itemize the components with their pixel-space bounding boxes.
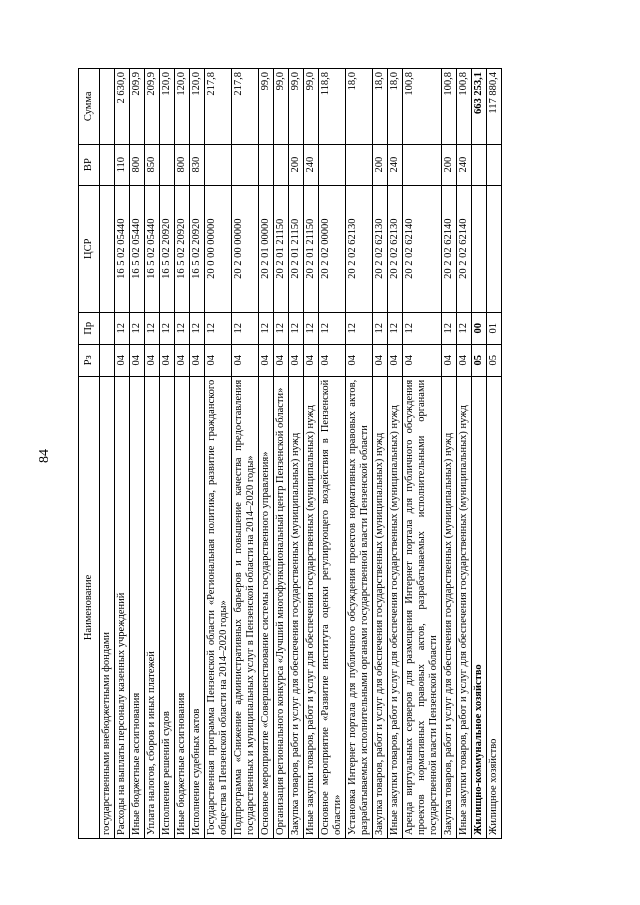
- cell-rz: 04: [130, 344, 145, 376]
- cell-rz: 04: [190, 344, 205, 376]
- table-row: [175, 69, 190, 839]
- header-pr: Пр: [79, 312, 100, 344]
- cell-sum: 118,8: [319, 69, 346, 145]
- cell-vr: 800: [130, 144, 145, 185]
- cell-csr: 20 2 01 21150: [304, 185, 319, 312]
- cell-name: Закупка товаров, работ и услуг для обеспечения государственных (муниципальных) нужд: [373, 376, 388, 838]
- cell-pr: 12: [160, 312, 175, 344]
- cell-vr: 200: [289, 144, 304, 185]
- cell-pr: 12: [388, 312, 403, 344]
- cell-csr: 20 2 02 62140: [403, 185, 442, 312]
- cell-csr: 20 2 01 21150: [289, 185, 304, 312]
- cell-rz: 05: [487, 344, 502, 376]
- table-row: [403, 69, 442, 839]
- cell-vr: [205, 144, 232, 185]
- cell-name: Жилищно-коммунальное хозяйство: [472, 376, 487, 838]
- cell-vr: 850: [145, 144, 160, 185]
- cell-csr: [487, 185, 502, 312]
- cell-rz: 04: [259, 344, 274, 376]
- cell-rz: 04: [205, 344, 232, 376]
- cell-rz: 04: [175, 344, 190, 376]
- cell-csr: [472, 185, 487, 312]
- cell-sum: 99,0: [304, 69, 319, 145]
- cell-csr: [100, 185, 115, 312]
- cell-name: Аренда виртуальных серверов для размещения Интернет портала для публичного обсуждения проектов нормативных правовых актов, разрабатываемых исполнительными органами государственной власти Пензенской области: [403, 376, 442, 838]
- cell-sum: 18,0: [346, 69, 373, 145]
- cell-rz: 04: [145, 344, 160, 376]
- table-row: [232, 69, 259, 839]
- table-row: [319, 69, 346, 839]
- table-row: [289, 69, 304, 839]
- cell-vr: 240: [304, 144, 319, 185]
- rotated-page-area: [78, 68, 526, 839]
- cell-pr: 01: [487, 312, 502, 344]
- header-vr: ВР: [79, 144, 100, 185]
- table-row: [205, 69, 232, 839]
- cell-name: государственными внебюджетными фондами: [100, 376, 115, 838]
- cell-vr: [487, 144, 502, 185]
- cell-vr: [319, 144, 346, 185]
- cell-rz: 04: [289, 344, 304, 376]
- cell-rz: 04: [442, 344, 457, 376]
- cell-rz: 05: [472, 344, 487, 376]
- cell-csr: 16 5 02 05440: [145, 185, 160, 312]
- cell-sum: 2 630,0: [115, 69, 130, 145]
- cell-vr: [259, 144, 274, 185]
- cell-sum: 217,8: [232, 69, 259, 145]
- cell-csr: 20 2 01 21150: [274, 185, 289, 312]
- cell-csr: 20 2 02 62130: [388, 185, 403, 312]
- cell-vr: 800: [175, 144, 190, 185]
- header-name: Наименование: [79, 376, 100, 838]
- cell-csr: 16 5 02 20920: [175, 185, 190, 312]
- header-csr: ЦСР: [79, 185, 100, 312]
- cell-rz: 04: [319, 344, 346, 376]
- cell-pr: 12: [115, 312, 130, 344]
- cell-name: Государственная программа Пензенской области «Региональная политика, развитие гражданского общества в Пензенской области на 2014–2020 годы»: [205, 376, 232, 838]
- budget-table-container: [78, 68, 526, 839]
- cell-rz: 04: [115, 344, 130, 376]
- cell-csr: 20 2 02 62130: [346, 185, 373, 312]
- cell-vr: [472, 144, 487, 185]
- cell-csr: 20 2 02 62140: [442, 185, 457, 312]
- cell-csr: 20 0 00 00000: [205, 185, 232, 312]
- cell-pr: 12: [304, 312, 319, 344]
- cell-name: Иные бюджетные ассигнования: [130, 376, 145, 838]
- cell-vr: 830: [190, 144, 205, 185]
- cell-name: Основное мероприятие «Развитие института оценки регулирующего воздействия в Пензенской области»: [319, 376, 346, 838]
- cell-csr: 16 5 02 20920: [160, 185, 175, 312]
- cell-vr: [403, 144, 442, 185]
- cell-sum: 99,0: [259, 69, 274, 145]
- table-row: [145, 69, 160, 839]
- cell-pr: 12: [289, 312, 304, 344]
- cell-vr: [160, 144, 175, 185]
- cell-pr: 12: [403, 312, 442, 344]
- cell-sum: [100, 69, 115, 145]
- table-row: [304, 69, 319, 839]
- header-sum: Сумма: [79, 69, 100, 145]
- table-row: [442, 69, 457, 839]
- cell-name: Иные закупки товаров, работ и услуг для обеспечения государственных (муниципальных) нужд: [304, 376, 319, 838]
- cell-pr: 12: [175, 312, 190, 344]
- cell-sum: 209,9: [130, 69, 145, 145]
- cell-vr: [232, 144, 259, 185]
- cell-name: Жилищное хозяйство: [487, 376, 502, 838]
- cell-pr: 00: [472, 312, 487, 344]
- cell-name: Исполнение судебных актов: [190, 376, 205, 838]
- cell-sum: 663 253,1: [472, 69, 487, 145]
- cell-name: Закупка товаров, работ и услуг для обеспечения государственных (муниципальных) нужд: [289, 376, 304, 838]
- cell-rz: 04: [160, 344, 175, 376]
- cell-rz: [100, 344, 115, 376]
- cell-pr: 12: [232, 312, 259, 344]
- cell-rz: 04: [373, 344, 388, 376]
- cell-csr: 16 5 02 05440: [130, 185, 145, 312]
- table-row: [487, 69, 502, 839]
- cell-name: Подпрограмма «Снижение административных барьеров и повышение качества предоставления государственных и муниципальных услуг в Пензенской области на 2014–2020 годы»: [232, 376, 259, 838]
- cell-sum: 100,8: [442, 69, 457, 145]
- cell-sum: 100,8: [403, 69, 442, 145]
- table-row: [346, 69, 373, 839]
- cell-name: Закупка товаров, работ и услуг для обеспечения государственных (муниципальных) нужд: [442, 376, 457, 838]
- cell-vr: 200: [373, 144, 388, 185]
- cell-pr: 12: [319, 312, 346, 344]
- cell-pr: 12: [274, 312, 289, 344]
- cell-rz: 04: [403, 344, 442, 376]
- budget-table: [78, 68, 502, 839]
- cell-pr: 12: [205, 312, 232, 344]
- cell-vr: 110: [115, 144, 130, 185]
- cell-sum: 99,0: [289, 69, 304, 145]
- header-rz: Рз: [79, 344, 100, 376]
- cell-pr: 12: [259, 312, 274, 344]
- table-row: [259, 69, 274, 839]
- table-row: [115, 69, 130, 839]
- cell-sum: 18,0: [373, 69, 388, 145]
- cell-name: Исполнение решений судов: [160, 376, 175, 838]
- table-row: [457, 69, 472, 839]
- cell-name: Организация регионального конкурса «Лучший многофункциональный центр Пензенской области»: [274, 376, 289, 838]
- cell-name: Иные закупки товаров, работ и услуг для обеспечения государственных (муниципальных) нужд: [388, 376, 403, 838]
- cell-name: Уплата налогов, сборов и иных платежей: [145, 376, 160, 838]
- table-row: [100, 69, 115, 839]
- table-row: [472, 69, 487, 839]
- cell-csr: 20 2 02 00000: [319, 185, 346, 312]
- table-row: [388, 69, 403, 839]
- cell-name: Установка Интернет портала для публичного обсуждения проектов нормативных правовых актов, разрабатываемых исполнительными органами государственной власти Пензенской области: [346, 376, 373, 838]
- cell-pr: 12: [346, 312, 373, 344]
- table-row: [274, 69, 289, 839]
- cell-csr: 16 5 02 05440: [115, 185, 130, 312]
- cell-sum: 209,9: [145, 69, 160, 145]
- cell-pr: 12: [130, 312, 145, 344]
- cell-name: Расходы на выплаты персоналу казенных учреждений: [115, 376, 130, 838]
- cell-vr: [346, 144, 373, 185]
- cell-pr: 12: [373, 312, 388, 344]
- cell-pr: 12: [442, 312, 457, 344]
- table-body: [100, 69, 502, 839]
- cell-sum: 217,8: [205, 69, 232, 145]
- cell-vr: [100, 144, 115, 185]
- table-row: [160, 69, 175, 839]
- cell-pr: 12: [190, 312, 205, 344]
- cell-name: Иные закупки товаров, работ и услуг для обеспечения государственных (муниципальных) нужд: [457, 376, 472, 838]
- cell-rz: 04: [274, 344, 289, 376]
- cell-csr: 20 2 02 62140: [457, 185, 472, 312]
- cell-pr: [100, 312, 115, 344]
- cell-pr: 12: [145, 312, 160, 344]
- cell-sum: 18,0: [388, 69, 403, 145]
- cell-vr: 240: [388, 144, 403, 185]
- table-row: [373, 69, 388, 839]
- cell-sum: 120,0: [175, 69, 190, 145]
- cell-vr: 240: [457, 144, 472, 185]
- table-header-row: [79, 69, 100, 839]
- cell-vr: [274, 144, 289, 185]
- cell-vr: 200: [442, 144, 457, 185]
- cell-pr: 12: [457, 312, 472, 344]
- cell-name: Иные бюджетные ассигнования: [175, 376, 190, 838]
- page-number: 84: [37, 449, 52, 463]
- cell-csr: 20 2 00 00000: [232, 185, 259, 312]
- table-row: [130, 69, 145, 839]
- cell-sum: 99,0: [274, 69, 289, 145]
- cell-csr: 20 2 02 62130: [373, 185, 388, 312]
- cell-rz: 04: [232, 344, 259, 376]
- table-row: [190, 69, 205, 839]
- cell-sum: 120,0: [160, 69, 175, 145]
- cell-rz: 04: [304, 344, 319, 376]
- cell-sum: 120,0: [190, 69, 205, 145]
- cell-sum: 100,8: [457, 69, 472, 145]
- cell-rz: 04: [457, 344, 472, 376]
- cell-rz: 04: [388, 344, 403, 376]
- cell-csr: 16 5 02 20920: [190, 185, 205, 312]
- cell-csr: 20 2 01 00000: [259, 185, 274, 312]
- cell-rz: 04: [346, 344, 373, 376]
- cell-name: Основное мероприятие «Совершенствование системы государственного управления»: [259, 376, 274, 838]
- cell-sum: 117 880,4: [487, 69, 502, 145]
